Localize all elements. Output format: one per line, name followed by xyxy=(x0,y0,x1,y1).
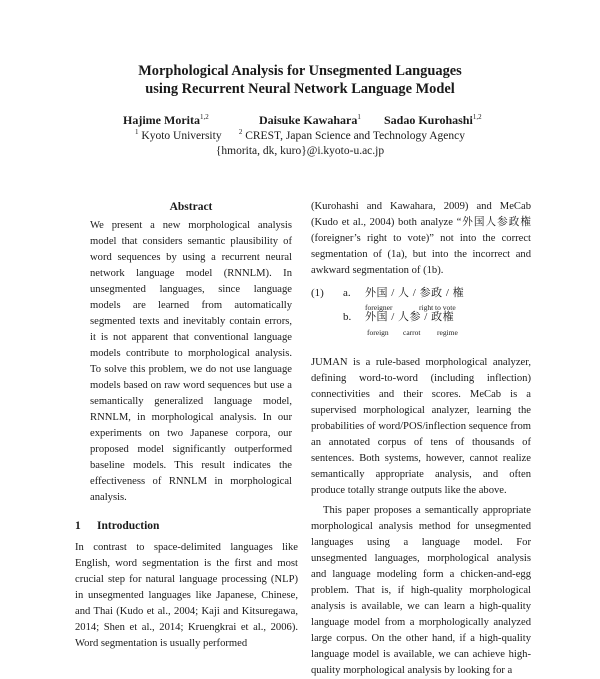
gloss-regime: regime xyxy=(437,328,458,337)
section-number: 1 xyxy=(75,520,81,532)
gloss-carrot: carrot xyxy=(403,328,421,337)
affiliation-2: CREST, Japan Science and Technology Agency xyxy=(245,130,465,142)
section-title: Introduction xyxy=(97,520,160,532)
affiliation-1: Kyoto University xyxy=(141,130,222,142)
author-email: {hmorita, dk, kuro}@i.kyoto-u.ac.jp xyxy=(215,145,385,157)
example-a-text: 外国 / 人 / 参政 / 権 xyxy=(365,287,465,299)
abstract-text: We present a new morphological analysis model that considers semantic plausibility of word sequences by using a recurrent neural network language model (RNNLM). In unsegmented languages, since language models are learned from automatically segmented texts and inevitably contain errors, it is not apparent that conventional language models contribute to morphological analysis. To solve this problem, we do not use language models based on raw word sequences but use a semantically generalized language model, RNNLM, in morphological analysis. In our experiments on two Japanese corpora, our proposed model significantly outperformed baseline models. This result indicates the effectiveness of RNNLM in morphological analysis. xyxy=(90,220,292,503)
author-2: Daisuke Kawahara$^1$ xyxy=(259,113,361,127)
title-line-1: Morphological Analysis for Unsegmented Languages xyxy=(138,63,462,79)
example-number: (1) xyxy=(311,287,324,299)
abstract-heading: Abstract xyxy=(169,201,213,213)
example-b-label: b. xyxy=(343,311,352,323)
right-paragraph-2: JUMAN is a rule-based morphological analyzer, defining word-to-word (including inflection) connectivities and their scores. MeCab is a supervised morphological analyzer, learning the probabilities of word/POS/inflection sequence from an annotated corpus of tens of thousands of sentences. Both systems, however, cannot realize semantically appropriate analysis, and often produce totally strange outputs like the above. xyxy=(311,357,531,496)
title-line-2: using Recurrent Neural Network Language Model xyxy=(145,81,455,97)
example-a-label: a. xyxy=(343,287,351,299)
example-b-text: 外国 / 人参 / 政権 xyxy=(365,311,455,323)
left-column xyxy=(75,199,298,652)
right-paragraph-1: (Kurohashi and Kawahara, 2009) and MeCab (Kudo et al., 2004) both analyze “外国人参政権 (foreigner’s right to vote)” not into the correct segmentation of (1a), but into the incorrect and awkward segmentation of (1b). xyxy=(311,201,531,276)
gloss-right-to-vote: right to vote xyxy=(419,303,456,312)
right-column xyxy=(311,199,531,679)
gloss-foreign: foreign xyxy=(367,328,389,337)
right-paragraph-3: This paper proposes a semantically appropriate morphological analysis method for unsegmented languages using a language model. For unsegmented languages, morphological analysis and language modeling form a chicken-and-egg problem. That is, if high-quality morphological analysis is available, we can learn a high-quality language model from a morphologically analyzed large corpus. On the other hand, if a high-quality language model is available, we can achieve high-quality morphological analysis by looking for a xyxy=(311,505,531,676)
introduction-text: In contrast to space-delimited languages like English, word segmentation is the first and most crucial step for natural language processing (NLP) in unsegmented languages like Japanese, Chinese, and Thai (Kudo et al., 2004; Kaji and Kitsuregawa, 2014; Shen et al., 2014; Kruengkrai et al., 2006). Word segmentation is usually performed xyxy=(75,542,298,649)
affiliation-line: $^1$ Kyoto University $^2$ CREST, Japan Science and Technology Agency xyxy=(135,128,465,142)
author-3: Sadao Kurohashi$^{1,2}$ xyxy=(384,113,482,127)
example-1 xyxy=(311,285,531,347)
gloss-foreigner: foreigner xyxy=(365,303,393,312)
author-1: Hajime Morita$^{1,2}$ xyxy=(123,113,209,127)
affiliations xyxy=(0,129,600,159)
paper-title xyxy=(0,62,600,98)
section-heading xyxy=(75,518,292,534)
